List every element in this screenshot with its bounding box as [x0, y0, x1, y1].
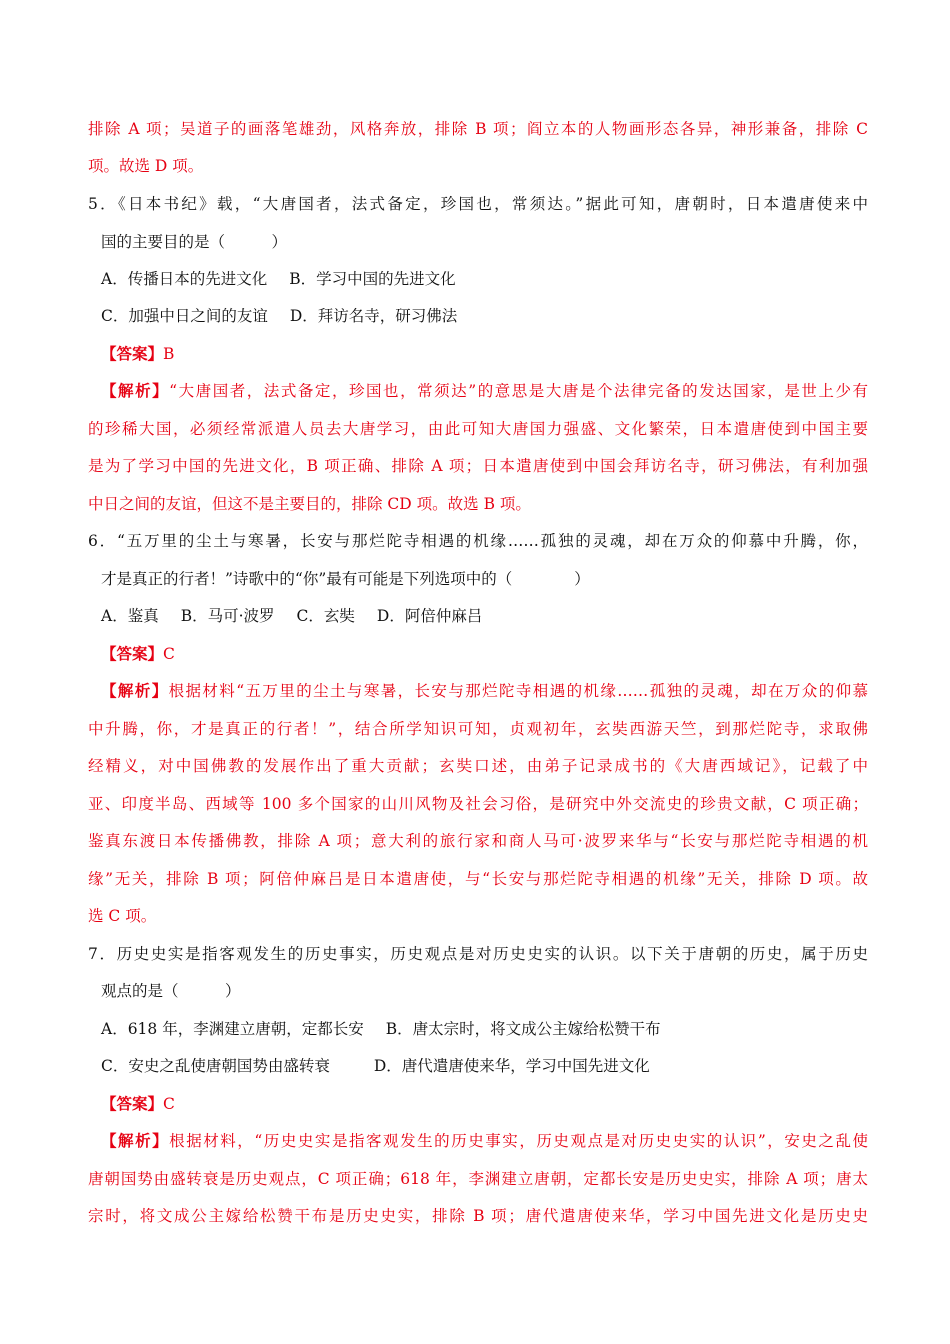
q6-stem-line-2: 才是真正的行者！”诗歌中的“你”最有可能是下列选项中的（ ）	[101, 570, 590, 588]
q7-answer-value: C	[163, 1095, 175, 1113]
q5-option-a: A．传播日本的先进文化	[101, 270, 268, 288]
q6-answer-value: C	[163, 645, 175, 663]
q7-explanation-line-2: 唐朝国势由盛转衰是历史观点，C 项正确；618 年，李渊建立唐朝，定都长安是历史史实，排除 A 项；唐太	[88, 1170, 868, 1188]
q7-option-d: D．唐代遣唐使来华，学习中国先进文化	[373, 1057, 650, 1075]
q7-stem-line-2: 观点的是（ ）	[101, 982, 241, 1000]
q7-answer-tag: 【答案】	[101, 1094, 164, 1113]
q6-explanation-line-6: 缘”无关，排除 B 项；阿倍仲麻吕是日本遣唐使，与“长安与那烂陀寺相遇的机缘”无关，排除 D 项。故	[88, 870, 868, 888]
q5-answer-value: B	[163, 345, 175, 363]
q6-answer-tag: 【答案】	[101, 644, 164, 663]
q7-explanation-line-1	[101, 1126, 868, 1156]
q6-explanation-line-1	[101, 676, 868, 706]
q7-options-row-2	[101, 1051, 868, 1081]
q7-explanation-line-3: 宗时，将文成公主嫁给松赞干布是历史史实，排除 B 项；唐代遣唐使来华，学习中国先进文化是历史史	[88, 1207, 868, 1225]
q6-explanation-line-7: 选 C 项。	[88, 907, 157, 925]
q5-stem-line-2: 国的主要目的是（ ）	[101, 233, 288, 251]
q6-explanation-line-2: 中升腾，你，才是真正的行者！”，结合所学知识可知，贞观初年，玄奘西游天竺，到那烂陀寺，求取佛	[88, 720, 868, 738]
q6-explanation-text-1: 根据材料“五万里的尘土与寒暑，长安与那烂陀寺相遇的机缘……孤独的灵魂，却在万众的仰慕	[168, 682, 868, 700]
q5-option-d: D．拜访名寺，研习佛法	[289, 307, 458, 325]
q7-stem-line-1: 7．历史史实是指客观发生的历史事实，历史观点是对历史史实的认识。以下关于唐朝的历史，属于历史	[88, 945, 868, 963]
q6-stem-line-1: 6．“五万里的尘土与寒暑，长安与那烂陀寺相遇的机缘……孤独的灵魂，却在万众的仰慕中升腾，你，	[88, 532, 868, 550]
q5-explanation-line-2: 的珍稀大国，必须经常派遣人员去大唐学习，由此可知大唐国力强盛、文化繁荣，日本遣唐使到中国主要	[88, 420, 868, 438]
q4-explanation-line-1: 排除 A 项；吴道子的画落笔雄劲，风格奔放，排除 B 项；阎立本的人物画形态各异，神形兼备，排除 C	[88, 120, 868, 138]
q6-options-row	[101, 601, 868, 631]
q7-options-row-1	[101, 1014, 868, 1044]
q6-option-a: A．鉴真	[101, 607, 159, 625]
q6-option-b: B．马可·波罗	[180, 607, 275, 625]
q5-explanation-line-3: 是为了学习中国的先进文化，B 项正确、排除 A 项；日本遣唐使到中国会拜访名寺，研习佛法，有利加强	[88, 457, 868, 475]
q5-answer	[101, 339, 868, 369]
q5-stem-line-1: 5．《日本书纪》载，“大唐国者，法式备定，珍国也，常须达。”据此可知，唐朝时，日本遣唐使来中	[88, 195, 868, 213]
q7-option-a: A．618 年，李渊建立唐朝，定都长安	[101, 1020, 364, 1038]
q6-answer	[101, 639, 868, 669]
q7-answer	[101, 1089, 868, 1119]
q5-option-b: B．学习中国的先进文化	[289, 270, 456, 288]
q4-explanation-line-2: 项。故选 D 项。	[88, 157, 204, 175]
q6-explanation-line-4: 亚、印度半岛、西域等 100 多个国家的山川风物及社会习俗，是研究中外交流史的珍贵文献，C 项正确；	[88, 795, 868, 813]
q5-options-row-1	[101, 264, 868, 294]
q5-answer-tag: 【答案】	[101, 344, 164, 363]
q5-explanation-tag: 【解析】	[101, 381, 170, 400]
q5-explanation-text-1: “大唐国者，法式备定，珍国也，常须达”的意思是大唐是个法律完备的发达国家，是世上少有	[169, 382, 868, 400]
q7-explanation-text-1: 根据材料，“历史史实是指客观发生的历史事实，历史观点是对历史史实的认识”，安史之乱使	[169, 1132, 868, 1150]
q5-explanation-line-4: 中日之间的友谊，但这不是主要目的，排除 CD 项。故选 B 项。	[88, 495, 531, 513]
q6-option-d: D．阿倍仲麻吕	[376, 607, 483, 625]
q5-explanation-line-1	[101, 376, 868, 406]
q6-explanation-tag: 【解析】	[101, 681, 169, 700]
q6-explanation-line-3: 经精义，对中国佛教的发展作出了重大贡献；玄奘口述，由弟子记录成书的《大唐西域记》，记载了中	[88, 757, 868, 775]
q6-option-c: C．玄奘	[296, 607, 355, 625]
q5-options-row-2	[101, 301, 868, 331]
q5-option-c: C．加强中日之间的友谊	[101, 307, 268, 325]
q7-option-c: C．安史之乱使唐朝国势由盛转衰	[101, 1057, 330, 1075]
q7-option-b: B．唐太宗时，将文成公主嫁给松赞干布	[385, 1020, 661, 1038]
q6-explanation-line-5: 鉴真东渡日本传播佛教，排除 A 项；意大利的旅行家和商人马可·波罗来华与“长安与那烂陀寺相遇的机	[88, 832, 868, 850]
q7-explanation-tag: 【解析】	[101, 1131, 170, 1150]
